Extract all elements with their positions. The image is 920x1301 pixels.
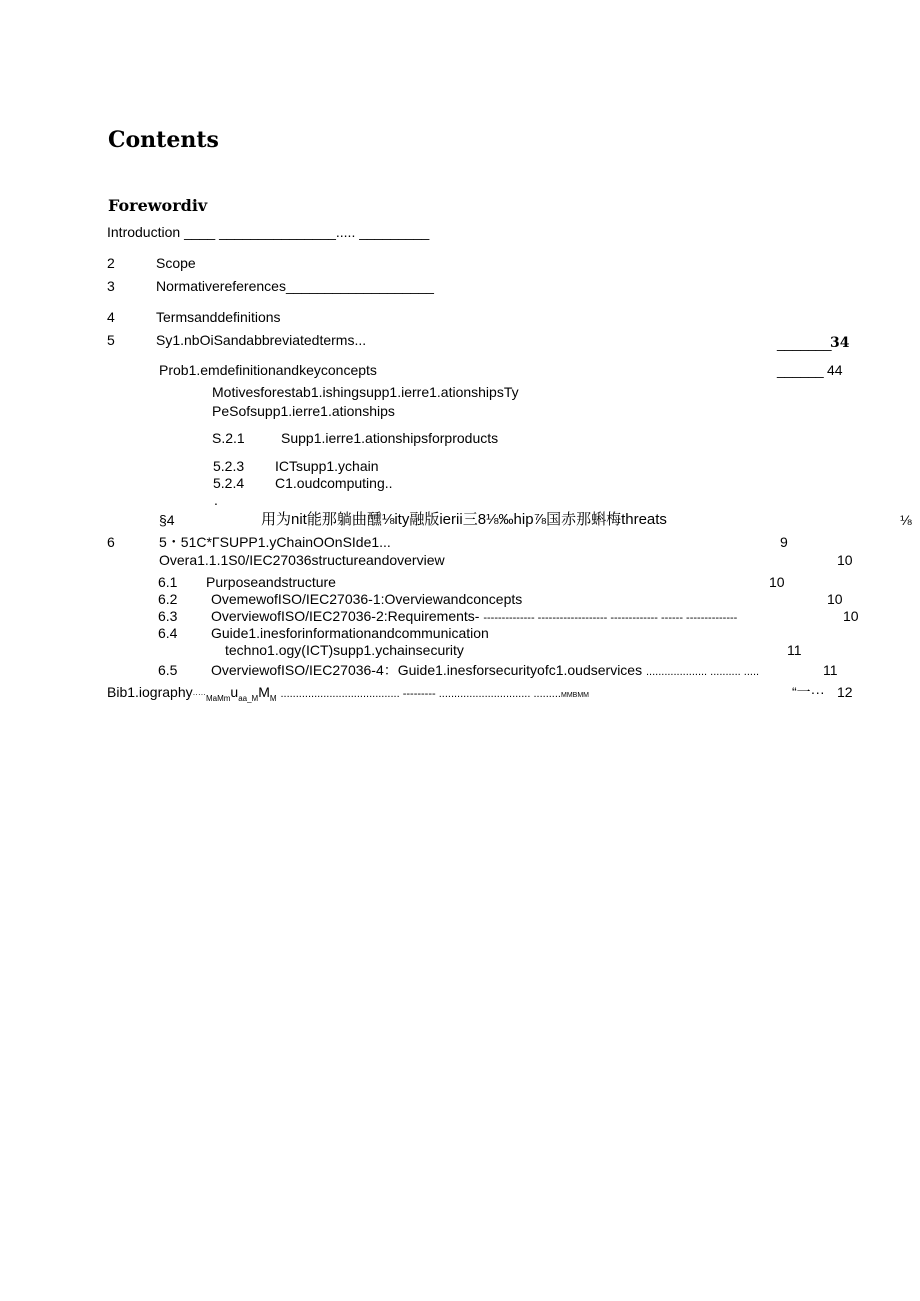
- toc-label-terms: Termsanddefinitions: [156, 309, 281, 325]
- toc-leader: ....................................... --------- .............................. .........: [280, 688, 561, 700]
- toc-label-ict-supply-chain: ICTsupp1.ychain: [275, 458, 379, 474]
- toc-number: §4: [159, 512, 175, 528]
- toc-label: Normativereferences: [156, 278, 286, 294]
- toc-entry-overview-part4: [211, 662, 759, 680]
- toc-label: Introduction: [107, 224, 181, 240]
- toc-label-overview-part1: OvemewofISO/IEC27036-1:Overviewandconcepts: [211, 591, 523, 607]
- toc-noise: MMBMM: [560, 692, 589, 699]
- toc-page-number: 10: [769, 574, 785, 590]
- toc-number: 6.4: [158, 625, 178, 641]
- toc-number: 6.5: [158, 662, 178, 678]
- toc-page-number: ⅛: [900, 512, 912, 528]
- toc-label-guidelines-ict: Guide1.inesforinformationandcommunication: [211, 625, 489, 641]
- toc-number: 3: [107, 278, 115, 294]
- toc-page-number: 11: [823, 662, 838, 678]
- toc-number: 6: [107, 534, 115, 550]
- toc-noise: u: [230, 684, 239, 700]
- toc-label-overall-structure: Overa1.1.1S0/IEC27036structureandoverview: [159, 552, 445, 568]
- toc-number: S.2.1: [212, 430, 245, 446]
- toc-page-number: 12: [837, 684, 853, 700]
- toc-number: 5: [107, 332, 115, 348]
- toc-noise: “一···: [792, 684, 825, 700]
- toc-page-number: 34: [830, 335, 850, 351]
- foreword-entry: Forewordiv: [108, 196, 208, 215]
- toc-number: 5.2.3: [213, 458, 245, 474]
- toc-label-types: PeSofsupp1.ierre1.ationships: [212, 403, 395, 419]
- toc-leader: ______: [777, 362, 824, 378]
- toc-noise: ·····: [192, 690, 206, 699]
- toc-leader: ___________________: [285, 278, 434, 294]
- toc-entry-overview-part2: [211, 608, 737, 626]
- toc-label: Bib1.iography: [107, 684, 193, 700]
- toc-label-threats: 用为nit能那躺曲醺⅛ity融版ierii三8⅛‰hip⅞国赤那蝌梅threats: [261, 511, 667, 528]
- toc-label: OverviewofISO/IEC27036-2:Requirements-: [211, 608, 480, 624]
- toc-label: OverviewofISO/IEC27036-4：Guide1.inesforsecurityofc1.oudservices: [211, 662, 643, 678]
- toc-page-number: 10: [837, 552, 853, 568]
- toc-leader: -------------- ------------------- ------------- ------ --------------: [483, 612, 738, 624]
- toc-number: 6.1: [158, 574, 178, 590]
- page-title: Contents: [108, 127, 219, 153]
- toc-number: 6.2: [158, 591, 178, 607]
- toc-page-number: 44: [827, 362, 843, 378]
- toc-page-number: 9: [780, 534, 788, 550]
- toc-noise: M: [258, 684, 270, 700]
- toc-stray-dot: .: [214, 492, 218, 508]
- toc-number: 2: [107, 255, 115, 271]
- toc-entry-normative-references: [156, 278, 434, 294]
- toc-label-cloud-computing: C1.oudcomputing..: [275, 475, 393, 491]
- toc-label-scope: Scope: [156, 255, 196, 271]
- toc-leader: .................... .......... .....: [645, 666, 760, 678]
- toc-label-purpose: Purposeandstructure: [206, 574, 336, 590]
- toc-label-products: Supp1.ierre1.ationshipsforproducts: [281, 430, 499, 446]
- toc-noise: aa_M: [238, 694, 259, 703]
- toc-leader: ____ _______________..... _________: [184, 224, 430, 240]
- toc-page-number: 11: [787, 642, 802, 658]
- toc-number: 5.2.4: [213, 475, 245, 491]
- toc-label-guidelines-ict-cont: techno1.ogy(ICT)supp1.ychainsecurity: [225, 642, 464, 658]
- toc-label-supply-chain-considerations: 5・51C*ΓSUPP1.yChainOOnSIde1...: [159, 534, 391, 550]
- toc-leader: _______: [777, 335, 832, 351]
- toc-page-number: 10: [827, 591, 843, 607]
- toc-label-symbols: Sy1.nbOiSandabbreviatedterms...: [156, 332, 367, 348]
- toc-number: 6.3: [158, 608, 178, 624]
- toc-noise: M: [269, 694, 277, 703]
- toc-page-number: 10: [843, 608, 859, 624]
- toc-label-problem-definition: Prob1.emdefinitionandkeyconcepts: [159, 362, 377, 378]
- toc-label-motives: Motivesforestab1.ishingsupp1.ierre1.ationshipsTy: [212, 384, 519, 400]
- toc-entry-bibliography: [107, 684, 589, 707]
- toc-entry-introduction: [107, 224, 429, 240]
- toc-number: 4: [107, 309, 115, 325]
- toc-noise: MaMm: [205, 694, 231, 703]
